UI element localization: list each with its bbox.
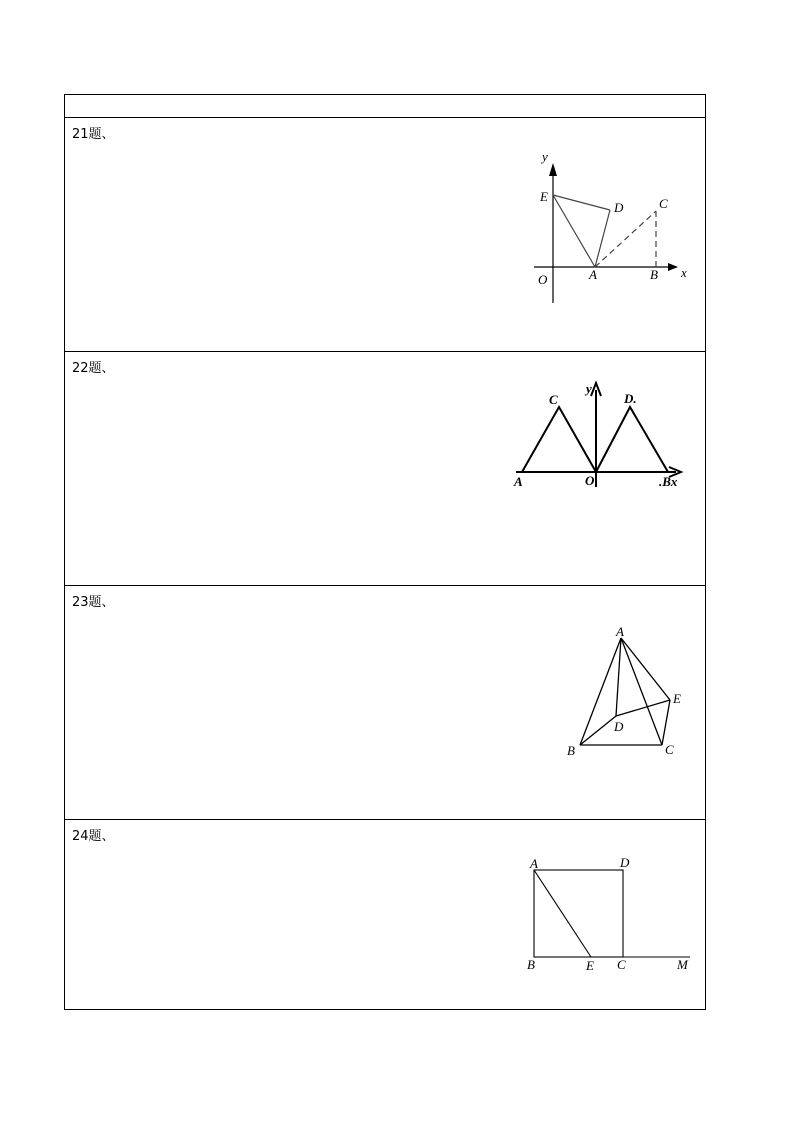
fig21-label-A: A bbox=[589, 267, 597, 282]
fig22-label-D: D. bbox=[624, 391, 637, 406]
fig22-label-C: C bbox=[549, 392, 558, 407]
fig21-label-D: D bbox=[614, 200, 624, 215]
figure-23-diagram bbox=[580, 638, 670, 745]
question-23-label: 23题、 bbox=[72, 595, 115, 610]
question-24-label: 24题、 bbox=[72, 829, 115, 844]
fig21-label-B: B bbox=[650, 267, 658, 282]
fig24-label-A: A bbox=[530, 856, 538, 871]
fig21-label-C: C bbox=[659, 196, 668, 211]
fig23-label-C: C bbox=[665, 742, 674, 757]
fig23-label-E: E bbox=[673, 691, 681, 706]
fig22-label-Bx: .Bx bbox=[659, 474, 678, 489]
fig24-label-E: E bbox=[586, 958, 594, 973]
fig21-label-E: E bbox=[540, 189, 548, 204]
fig22-label-y: y bbox=[586, 381, 592, 396]
question-21-label: 21题、 bbox=[72, 127, 115, 142]
fig24-label-B: B bbox=[527, 957, 535, 972]
question-22-label: 22题、 bbox=[72, 361, 115, 376]
fig24-label-M: M bbox=[677, 957, 688, 972]
fig21-label-x: x bbox=[681, 265, 687, 280]
fig21-label-O: O bbox=[538, 272, 548, 287]
fig21-label-y: y bbox=[542, 149, 548, 164]
fig24-label-D: D bbox=[620, 855, 630, 870]
fig23-label-B: B bbox=[567, 743, 575, 758]
fig23-label-D: D bbox=[614, 719, 624, 734]
fig24-label-C: C bbox=[617, 957, 626, 972]
fig22-label-A: A bbox=[514, 474, 523, 489]
figure-24-diagram bbox=[534, 870, 690, 957]
fig22-label-O: O bbox=[585, 473, 595, 488]
fig23-label-A: A bbox=[616, 624, 624, 639]
figure-22-diagram bbox=[516, 383, 681, 487]
